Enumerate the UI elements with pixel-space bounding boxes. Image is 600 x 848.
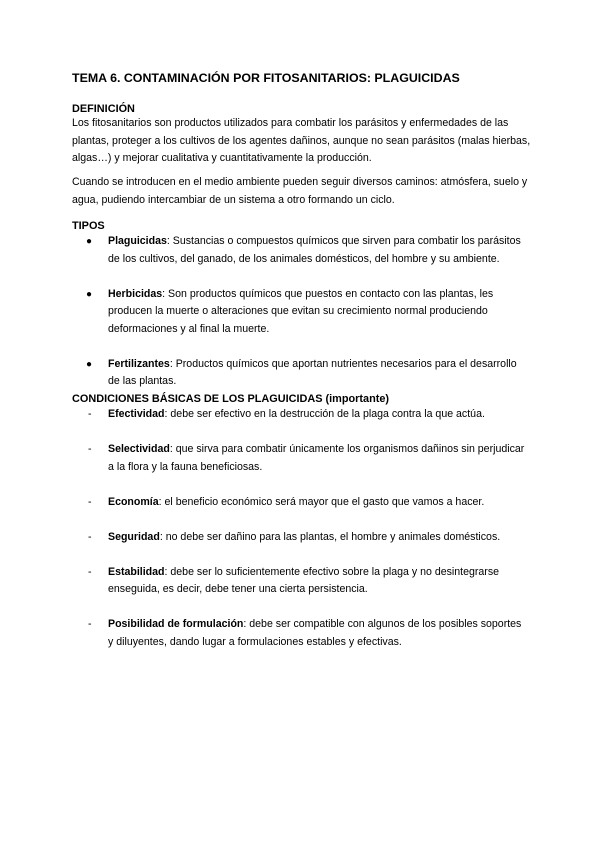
list-item-fertilizantes: [72, 356, 528, 391]
dash-icon: -: [88, 618, 92, 630]
term-label: Economía: [108, 495, 159, 508]
list-item-estabilidad: [72, 564, 528, 599]
list-item-economia: [72, 494, 528, 512]
term-description: : debe ser efectivo en la destrucción de la plaga contra la que actúa.: [164, 408, 485, 420]
term-label: Fertilizantes: [108, 357, 170, 370]
term-description: : Productos químicos que aportan nutrientes necesarios para el desarrollo de las plantas.: [108, 357, 517, 387]
ciclo-paragraph: Cuando se introducen en el medio ambiente pueden seguir diversos caminos: atmósfera, suelo y agua, pudiendo intercambiar de un sistema a otro formando un ciclo.: [72, 176, 528, 206]
dash-icon: -: [88, 565, 92, 578]
bullet-icon: ●: [86, 236, 93, 247]
term-description: : Sustancias o compuestos químicos que sirven para combatir los parásitos de los cultivos, del ganado, de los animales domésticos, del hombre y su ambiente.: [108, 235, 521, 265]
list-item-formulacion: [72, 616, 528, 651]
dash-icon: -: [88, 408, 92, 420]
list-item-seguridad: [72, 529, 528, 547]
bullet-icon: ●: [86, 288, 93, 300]
section-heading-condiciones: CONDICIONES BÁSICAS DE LOS PLAGUICIDAS (importante): [72, 393, 390, 405]
condiciones-list: [72, 406, 528, 651]
definicion-paragraph: Los fitosanitarios son productos utilizados para combatir los parásitos y enfermedades de las plantas, proteger a los cultivos de los agentes dañinos, aunque no sean parásitos (malas hierbas, algas…) y mejorar cualitativa y cuantitativamente la producción.: [72, 117, 531, 164]
term-label: Plaguicidas: [108, 235, 167, 247]
dash-icon: -: [88, 530, 92, 543]
list-item-herbicidas: [72, 286, 528, 339]
term-description: : el beneficio económico será mayor que el gasto que vamos a hacer.: [158, 495, 485, 508]
tipos-list: [72, 233, 528, 391]
term-description: : debe ser lo suficientemente efectivo sobre la plaga y no desintegrarse enseguida, es decir, debe tener una cierta persistencia.: [108, 565, 500, 595]
bullet-icon: ●: [86, 358, 93, 370]
term-label: Herbicidas: [108, 287, 163, 300]
term-label: Selectividad: [108, 443, 170, 455]
dash-icon: -: [88, 495, 92, 508]
term-label: Seguridad: [108, 530, 160, 543]
term-description: : que sirva para combatir únicamente los organismos dañinos sin perjudicar a la flora y la fauna beneficiosas.: [108, 443, 525, 473]
section-heading-tipos: TIPOS: [72, 220, 105, 232]
section-condiciones: [72, 393, 528, 669]
list-item-plaguicidas: [72, 233, 528, 268]
term-label: Posibilidad de formulación: [108, 618, 244, 630]
term-label: Efectividad: [108, 408, 165, 420]
section-definicion: [72, 103, 532, 168]
dash-icon: -: [88, 443, 92, 455]
page-title: TEMA 6. CONTAMINACIÓN POR FITOSANITARIOS: PLAGUICIDAS: [72, 71, 460, 85]
list-item-selectividad: [72, 441, 528, 476]
term-description: : debe ser compatible con algunos de los posibles soportes y diluyentes, dando lugar a formulaciones estables y efectivas.: [108, 618, 522, 648]
section-tipos: [72, 220, 528, 408]
section-heading-definicion: DEFINICIÓN: [72, 103, 135, 115]
term-description: : no debe ser dañino para las plantas, el hombre y animales domésticos.: [159, 530, 501, 543]
term-description: : Son productos químicos que puestos en contacto con las plantas, les producen la muerte o alteraciones que evitan su crecimiento normal produciendo deformaciones y al final la muerte.: [108, 287, 494, 335]
list-item-efectividad: [72, 406, 528, 424]
term-label: Estabilidad: [108, 565, 165, 578]
